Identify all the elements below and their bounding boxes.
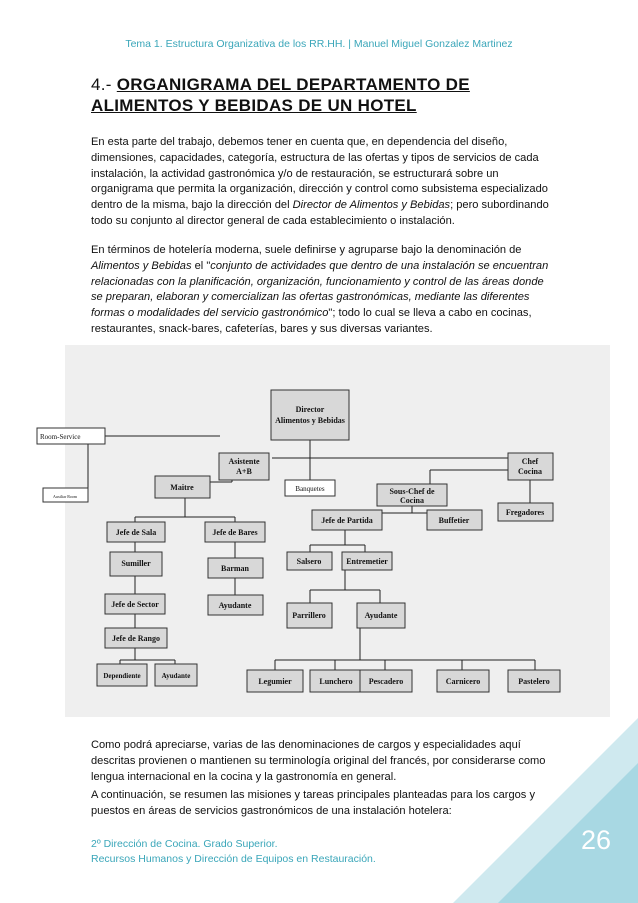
banquetes-label: Banquetes [295,485,325,493]
chef-label: Chef [521,457,539,466]
asistente-label-2: A+B [236,467,252,476]
paragraph-2-text-a: En términos de hotelería moderna, suele definirse y agruparse bajo la denominación de [91,244,522,256]
jefe-partida-label: Jefe de Partida [321,516,373,525]
sumiller-label: Sumiller [121,559,151,568]
director-box [271,390,349,440]
buffetier-label: Buffetier [438,516,470,525]
page-number: 26 [580,825,611,855]
parrillero-label: Parrillero [292,611,326,620]
section-number: 4.- [91,75,112,94]
footer-line-1: 2º Dirección de Cocina. Grado Superior. [91,838,278,850]
asistente-label: Asistente [228,457,260,466]
jefe-bares-label: Jefe de Bares [212,528,258,537]
room-sub-label: Auxiliar Room [52,494,78,499]
ayudante-3-label: Ayudante [161,672,191,680]
director-label-2: Alimentos y Bebidas [275,416,345,425]
paragraph-1-text-a: En esta parte del trabajo, debemos tener en cuenta que, en dependencia del diseño, dimensiones, capacidades, categoría, estructura de las ofertas y tipos de servicios de cada instalación, la actividad gastronómica y/o de restauración, se estructurará sobre un organigrama que permita la organización, dirección y control como subsistema especializado dentro de la misma, bajo la dirección del [91,136,548,212]
page-header: Tema 1. Estructura Organizativa de los RR.HH. | Manuel Miguel Gonzalez Martinez [125,38,513,50]
dependiente-label: Dependiente [103,672,141,680]
ayudante-2-label: Ayudante [364,611,398,620]
room-service-label: Room-Service [40,433,81,441]
chef-label-2: Cocina [518,467,542,476]
fregadores-label: Fregadores [505,508,545,517]
sous-label-2: Cocina [400,496,424,505]
paragraph-2-text-c: el " [191,259,211,272]
jefe-rango-label: Jefe de Rango [112,634,160,643]
title-line-2: ALIMENTOS Y BEBIDAS DE UN HOTEL [91,96,417,115]
barman-label: Barman [221,564,249,573]
director-label: Director [295,405,325,414]
paragraph-2-italic-2: conjunto de actividades que dentro de una instalación se encuentran relacionadas con la planificación, organización, funcionamiento y control de las áreas donde se preparan, elaboran y comercializan las ofertas gastronómicas, mediante las diferentes formas o modalidades del servicio gastronómico [91,259,549,320]
salsero-label: Salsero [296,557,322,566]
pastelero-label: Pastelero [518,677,550,686]
paragraph-1-italic: Director de Alimentos y Bebidas [292,199,451,212]
carnicero-label: Carnicero [445,677,481,686]
maitre-label: Maitre [170,483,194,492]
ayudante-1-label: Ayudante [218,601,252,610]
paragraph-2-italic-1: Alimentos y Bebidas [91,259,192,272]
entremetier-label: Entremetier [346,557,388,566]
title-line-1: ORGANIGRAMA DEL DEPARTAMENTO DE [116,75,470,94]
jefe-sala-label: Jefe de Sala [115,528,157,537]
paragraph-1-text-c: ; pero subordinando todo su conjunto al director general de cada establecimiento o instalación. [91,199,549,227]
paragraph-2-text-e: "; todo lo cual se lleva a cabo en cocinas, restaurantes, snack-bares, cafeterías, bares y sus diversas variantes. [91,307,532,335]
sous-label: Sous-Chef de [389,487,435,496]
pescadero-label: Pescadero [368,677,404,686]
lunchero-label: Lunchero [319,677,353,686]
paragraph-4: A continuación, se resumen las misiones y tareas principales planteadas para los cargos y puestos en áreas de servicios gastronómicos de una instalación hotelera: [91,789,535,817]
paragraph-3: Como podrá apreciarse, varias de las denominaciones de cargos y especialidades aquí descritas provienen o mantienen su terminología original del francés, por considerarse como lengua internacional en la cocina y la gastronomía en general. [91,739,546,783]
legumier-label: Legumier [258,677,292,686]
jefe-sector-label: Jefe de Sector [111,600,159,609]
footer-line-2: Recursos Humanos y Dirección de Equipos en Restauración. [91,853,376,865]
